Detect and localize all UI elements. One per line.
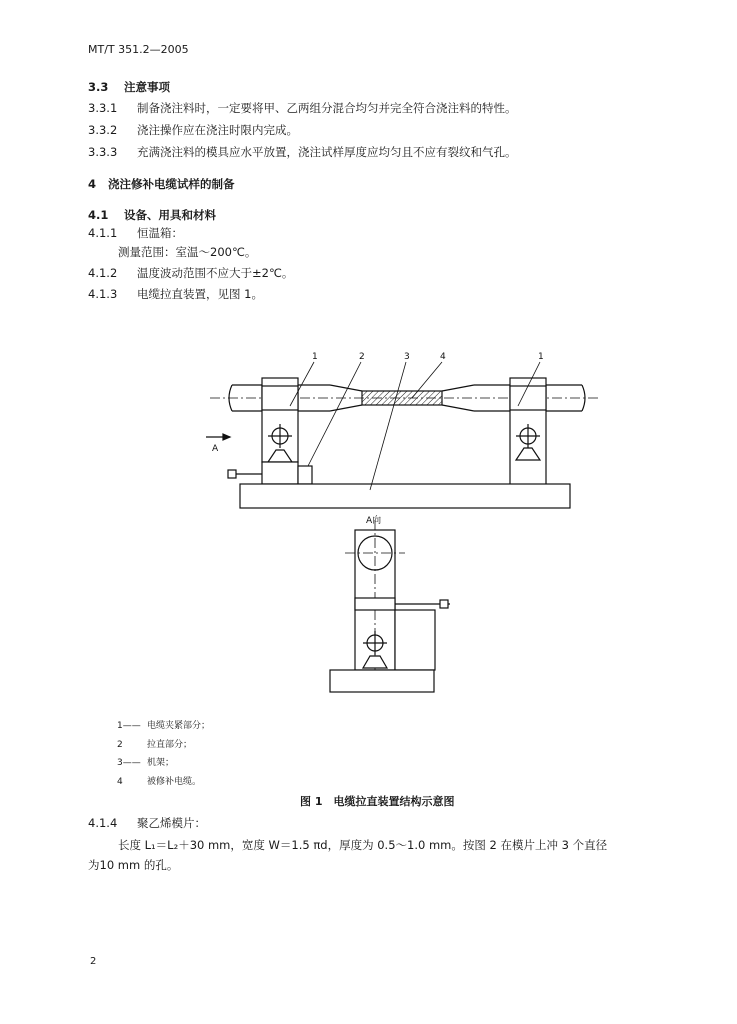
clause-number: 4.1.2	[88, 266, 118, 280]
clause-number: 3.3.3	[88, 145, 118, 159]
view-arrow-label: A	[212, 444, 219, 454]
clause-text: 聚乙烯模片：	[137, 816, 206, 830]
clause-number: 4.1.1	[88, 226, 118, 240]
section-number: 4.1	[88, 208, 109, 222]
clause-number: 3.3.2	[88, 123, 118, 137]
callout-1-right: 1	[538, 352, 544, 362]
left-clamp	[262, 378, 298, 484]
clause-text: 温度波动范围不应大于±2℃。	[137, 266, 294, 280]
clause-text: 充满浇注料的模具应水平放置，浇注试样厚度应均匀且不应有裂纹和气孔。	[137, 145, 517, 159]
clause-number: 4.1.3	[88, 287, 118, 301]
clause-text: 恒温箱：	[137, 226, 183, 240]
page-number: 2	[90, 956, 97, 967]
legend-number: 3——	[117, 758, 141, 768]
leader-lines	[290, 362, 540, 490]
callout-3: 3	[404, 352, 410, 362]
legend-number: 2	[117, 740, 123, 750]
base-frame	[240, 484, 570, 508]
section-title: 浇注修补电缆试样的制备	[108, 177, 235, 191]
clause-body: 长度 L₁＝L₂＋30 mm，宽度 W＝1.5 πd，厚度为 0.5～1.0 mm。按图 2 在模片上冲 3 个直径	[118, 838, 608, 852]
callout-2: 2	[359, 352, 365, 362]
clause-body: 为10 mm 的孔。	[88, 858, 179, 872]
side-view-label: A向	[366, 516, 382, 526]
clause-text: 电缆拉直装置，见图 1。	[137, 287, 263, 301]
clause-text: 浇注操作应在浇注时限内完成。	[137, 123, 298, 137]
section-title: 设备、用具和材料	[124, 208, 216, 222]
figure-caption: 图 1 电缆拉直装置结构示意图	[300, 795, 455, 808]
clause-number: 3.3.1	[88, 101, 118, 115]
clause-text: 制备浇注料时，一定要将甲、乙两组分混合均匀并完全符合浇注料的特性。	[137, 101, 517, 115]
legend-number: 4	[117, 777, 123, 787]
clause-number: 4.1.4	[88, 816, 118, 830]
legend-text: 拉直部分；	[147, 740, 193, 750]
legend-number: 1——	[117, 721, 141, 731]
document-code: MT/T 351.2—2005	[88, 43, 189, 56]
right-clamp	[510, 378, 546, 492]
callout-1-left: 1	[312, 352, 318, 362]
clause-text: 测量范围：室温～200℃。	[118, 245, 257, 259]
side-view	[330, 520, 450, 692]
view-direction-arrow	[206, 434, 230, 440]
section-title: 注意事项	[124, 80, 170, 94]
section-number: 3.3	[88, 80, 109, 94]
legend-text: 机架；	[147, 758, 175, 768]
legend-text: 被修补电缆。	[147, 777, 202, 787]
callout-4: 4	[440, 352, 446, 362]
legend-text: 电缆夹紧部分；	[147, 721, 211, 731]
section-number: 4	[88, 177, 97, 191]
